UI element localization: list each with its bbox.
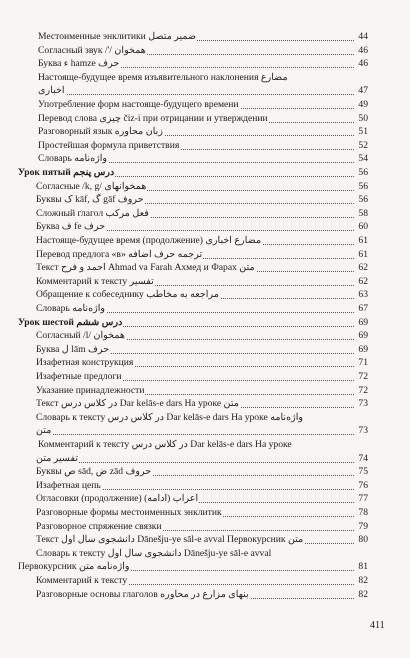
toc-entry-page: 72 — [358, 384, 368, 396]
toc-entry — [0, 492, 410, 505]
toc-entry-title: Комментарий к тексту — [36, 575, 128, 586]
toc-entry-page: 72 — [358, 371, 368, 382]
toc-entry — [0, 520, 410, 533]
toc-entry-page: 76 — [358, 479, 368, 491]
toc-entry-title: Словарь واژه‌نامه — [36, 303, 106, 314]
toc-entry — [0, 560, 410, 573]
toc-entry-page: 58 — [358, 207, 368, 219]
toc-entry-title: Словарь к тексту در کلاس درس Dar kelās-e dars На уроке واژه‌نامه — [36, 411, 304, 423]
toc-entry-title: Разговорный язык زبان محاوره — [38, 126, 163, 138]
toc-entry-title: Урок шестой درس ششم — [18, 316, 123, 328]
toc-entry — [0, 438, 410, 451]
toc-entry-title: Изафетная конструкция — [36, 357, 134, 369]
toc-entry — [0, 71, 410, 84]
toc-entry-page: 73 — [358, 398, 368, 410]
toc-entry — [0, 30, 410, 43]
toc-entry-page: 54 — [358, 153, 368, 165]
toc-entry-page: 67 — [358, 303, 368, 314]
toc-entry-title: Согласный /l/ همخوان — [36, 330, 125, 342]
toc-entry — [0, 220, 410, 233]
toc-entry-title: Согласный звук /'/ همخوان — [38, 44, 146, 56]
toc-entry-page: 77 — [358, 493, 368, 505]
toc-entry — [0, 207, 410, 220]
toc-entry-title: اخباری — [38, 85, 65, 97]
toc-entry-title: Буквы ص sād, ض zād حروف — [36, 466, 152, 478]
toc-entry — [0, 465, 410, 478]
toc-entry-page: 82 — [358, 575, 368, 586]
toc-entry-page: 63 — [358, 289, 368, 301]
toc-entry-page: 82 — [358, 588, 368, 600]
toc-entry-title: Указание принадлежности — [36, 384, 145, 396]
toc-entry — [0, 112, 410, 125]
toc-entry — [0, 424, 410, 437]
toc-entry — [0, 588, 410, 601]
toc-entry-title: Буквы ک kāf, گ gāf حروف — [36, 194, 144, 206]
toc-entry — [0, 84, 410, 97]
toc-entry — [0, 452, 410, 465]
toc-entry-title: Разговорные формы местоименных энклитик — [36, 507, 222, 518]
toc-entry-page: 73 — [358, 425, 368, 437]
toc-entry-page: 74 — [358, 452, 368, 464]
toc-entry — [0, 234, 410, 247]
toc-entry — [0, 166, 410, 179]
toc-entry-title: Комментарий к тексту در کلاس درس Dar kelās-e dars На уроке — [38, 439, 292, 450]
toc-entry — [0, 180, 410, 193]
toc-entry-title: Буква ف fe حرف — [36, 221, 106, 233]
toc-entry-page: 78 — [358, 507, 368, 518]
toc-entry-page: 79 — [358, 520, 368, 532]
toc-entry — [0, 261, 410, 274]
toc-entry-title: Текст در کلاس درس Dar kelās-e dars На уроке متن — [36, 398, 239, 410]
toc-entry — [0, 57, 410, 70]
toc-entry — [0, 302, 410, 315]
toc-entry-page: 81 — [358, 561, 368, 573]
toc-entry — [0, 316, 410, 329]
toc-entry-title: متن — [36, 425, 52, 437]
toc-entry-title: تفسیر متن — [36, 452, 79, 464]
toc-entry — [0, 397, 410, 410]
toc-entry-page: 51 — [358, 126, 368, 138]
toc-entry-page: 75 — [358, 466, 368, 478]
toc-entry-page: 46 — [358, 44, 368, 56]
page-number: 411 — [370, 620, 385, 631]
toc-entry — [0, 329, 410, 342]
toc-entry-title: Настояще-будущее время изъявительного наклонения مضارع — [38, 71, 288, 83]
toc-entry-title: Изафетная цепь — [36, 479, 101, 491]
toc-entry-page: 69 — [358, 316, 368, 328]
toc-entry-title: Обращение к собеседнику مراجعه به مخاطب — [36, 289, 219, 301]
toc-entry — [0, 574, 410, 587]
toc-entry-title: Простейшая формула приветствия — [38, 139, 180, 151]
toc-entry — [0, 343, 410, 356]
toc-entry — [0, 479, 410, 492]
toc-entry-title: Первокурсник واژه‌نامه متن — [18, 561, 130, 573]
toc-entry-page: 50 — [358, 112, 368, 124]
toc-entry — [0, 356, 410, 369]
toc-entry-page: 62 — [358, 262, 368, 274]
toc-entry-page: 56 — [358, 180, 368, 192]
toc-entry-title: Урок пятый درس پنجم — [18, 167, 115, 178]
toc-entry-page: 62 — [358, 275, 368, 287]
toc-entry — [0, 44, 410, 57]
toc-entry-title: Комментарий к тексту تفسیر — [36, 275, 154, 287]
toc-entry-page: 46 — [358, 58, 368, 70]
toc-entry-page: 49 — [358, 99, 368, 110]
toc-entry — [0, 384, 410, 397]
toc-entry — [0, 275, 410, 288]
toc-entry-title: Местоименные энклитики ضمیر متصل — [38, 31, 197, 42]
dot-leader — [38, 84, 354, 95]
toc-entry — [0, 533, 410, 546]
toc-entry — [0, 506, 410, 519]
dot-leader — [36, 452, 354, 463]
toc-entry-page: 71 — [358, 357, 368, 369]
toc-entry-page: 61 — [358, 248, 368, 260]
toc-entry — [0, 125, 410, 138]
toc-entry-page: 44 — [358, 31, 368, 42]
toc-entry — [0, 193, 410, 206]
toc-entry-title: Словарь واژه‌نامه — [38, 153, 108, 165]
toc-entry-title: Перевод слова چیزی čiz-i при отрицании и утверждении — [38, 112, 268, 124]
toc-entry-page: 60 — [358, 221, 368, 233]
toc-entry-title: Настояще-будущее время (продолжение) مضارع اخباری — [36, 235, 262, 246]
toc-entry-title: Перевод предлога «в» ترجمه حرف اضافه — [36, 248, 203, 260]
toc-entry — [0, 98, 410, 111]
toc-entry-page: 47 — [358, 85, 368, 97]
toc-entry-title: Изафетные предлоги — [36, 371, 122, 382]
toc-entry-title: Разговорное спряжение связки — [36, 520, 162, 532]
toc-entry-title: Огласовки (продолжение) اعراب (ادامه) — [36, 493, 199, 505]
toc-entry — [0, 248, 410, 261]
toc-entry — [0, 411, 410, 424]
toc-entry-title: Словарь к тексту دانشجوی سال اول Dānešju-ye sāl-e avval — [36, 547, 272, 559]
toc-entry-page: 56 — [358, 194, 368, 206]
toc-entry-page: 69 — [358, 343, 368, 355]
toc-entry-title: Буква ء hamze حرف — [38, 58, 120, 70]
toc-entry — [0, 139, 410, 152]
toc-entry-title: Текст احمد و فرح Ahmad va Farah Ахмед и Фарах متن — [36, 262, 255, 274]
toc-entry-page: 69 — [358, 330, 368, 342]
toc-entry — [0, 547, 410, 560]
toc-entry-title: Согласные /k, g/ همخوانهای — [36, 180, 147, 192]
dot-leader — [36, 424, 354, 435]
toc-entry — [0, 288, 410, 301]
toc-entry-title: Употребление форм настояще-будущего времени — [38, 99, 239, 110]
toc-entry-page: 52 — [358, 139, 368, 151]
toc-entry — [0, 370, 410, 383]
toc-entry-page: 56 — [358, 167, 368, 178]
toc-entry-title: Разговорные основы глаголов بنهای مزارع در محاوره — [36, 588, 249, 600]
toc-entry-page: 80 — [358, 534, 368, 546]
toc-entry — [0, 152, 410, 165]
toc-entry-page: 61 — [358, 235, 368, 246]
toc-entry-title: Текст دانشجوی سال اول Dānešju-ye sāl-e avval Первокурсник متن — [36, 534, 304, 546]
toc-entry-title: Буква ل lām حرف — [36, 343, 110, 355]
toc-entry-title: Сложный глагол فعل مرکب — [36, 207, 149, 219]
